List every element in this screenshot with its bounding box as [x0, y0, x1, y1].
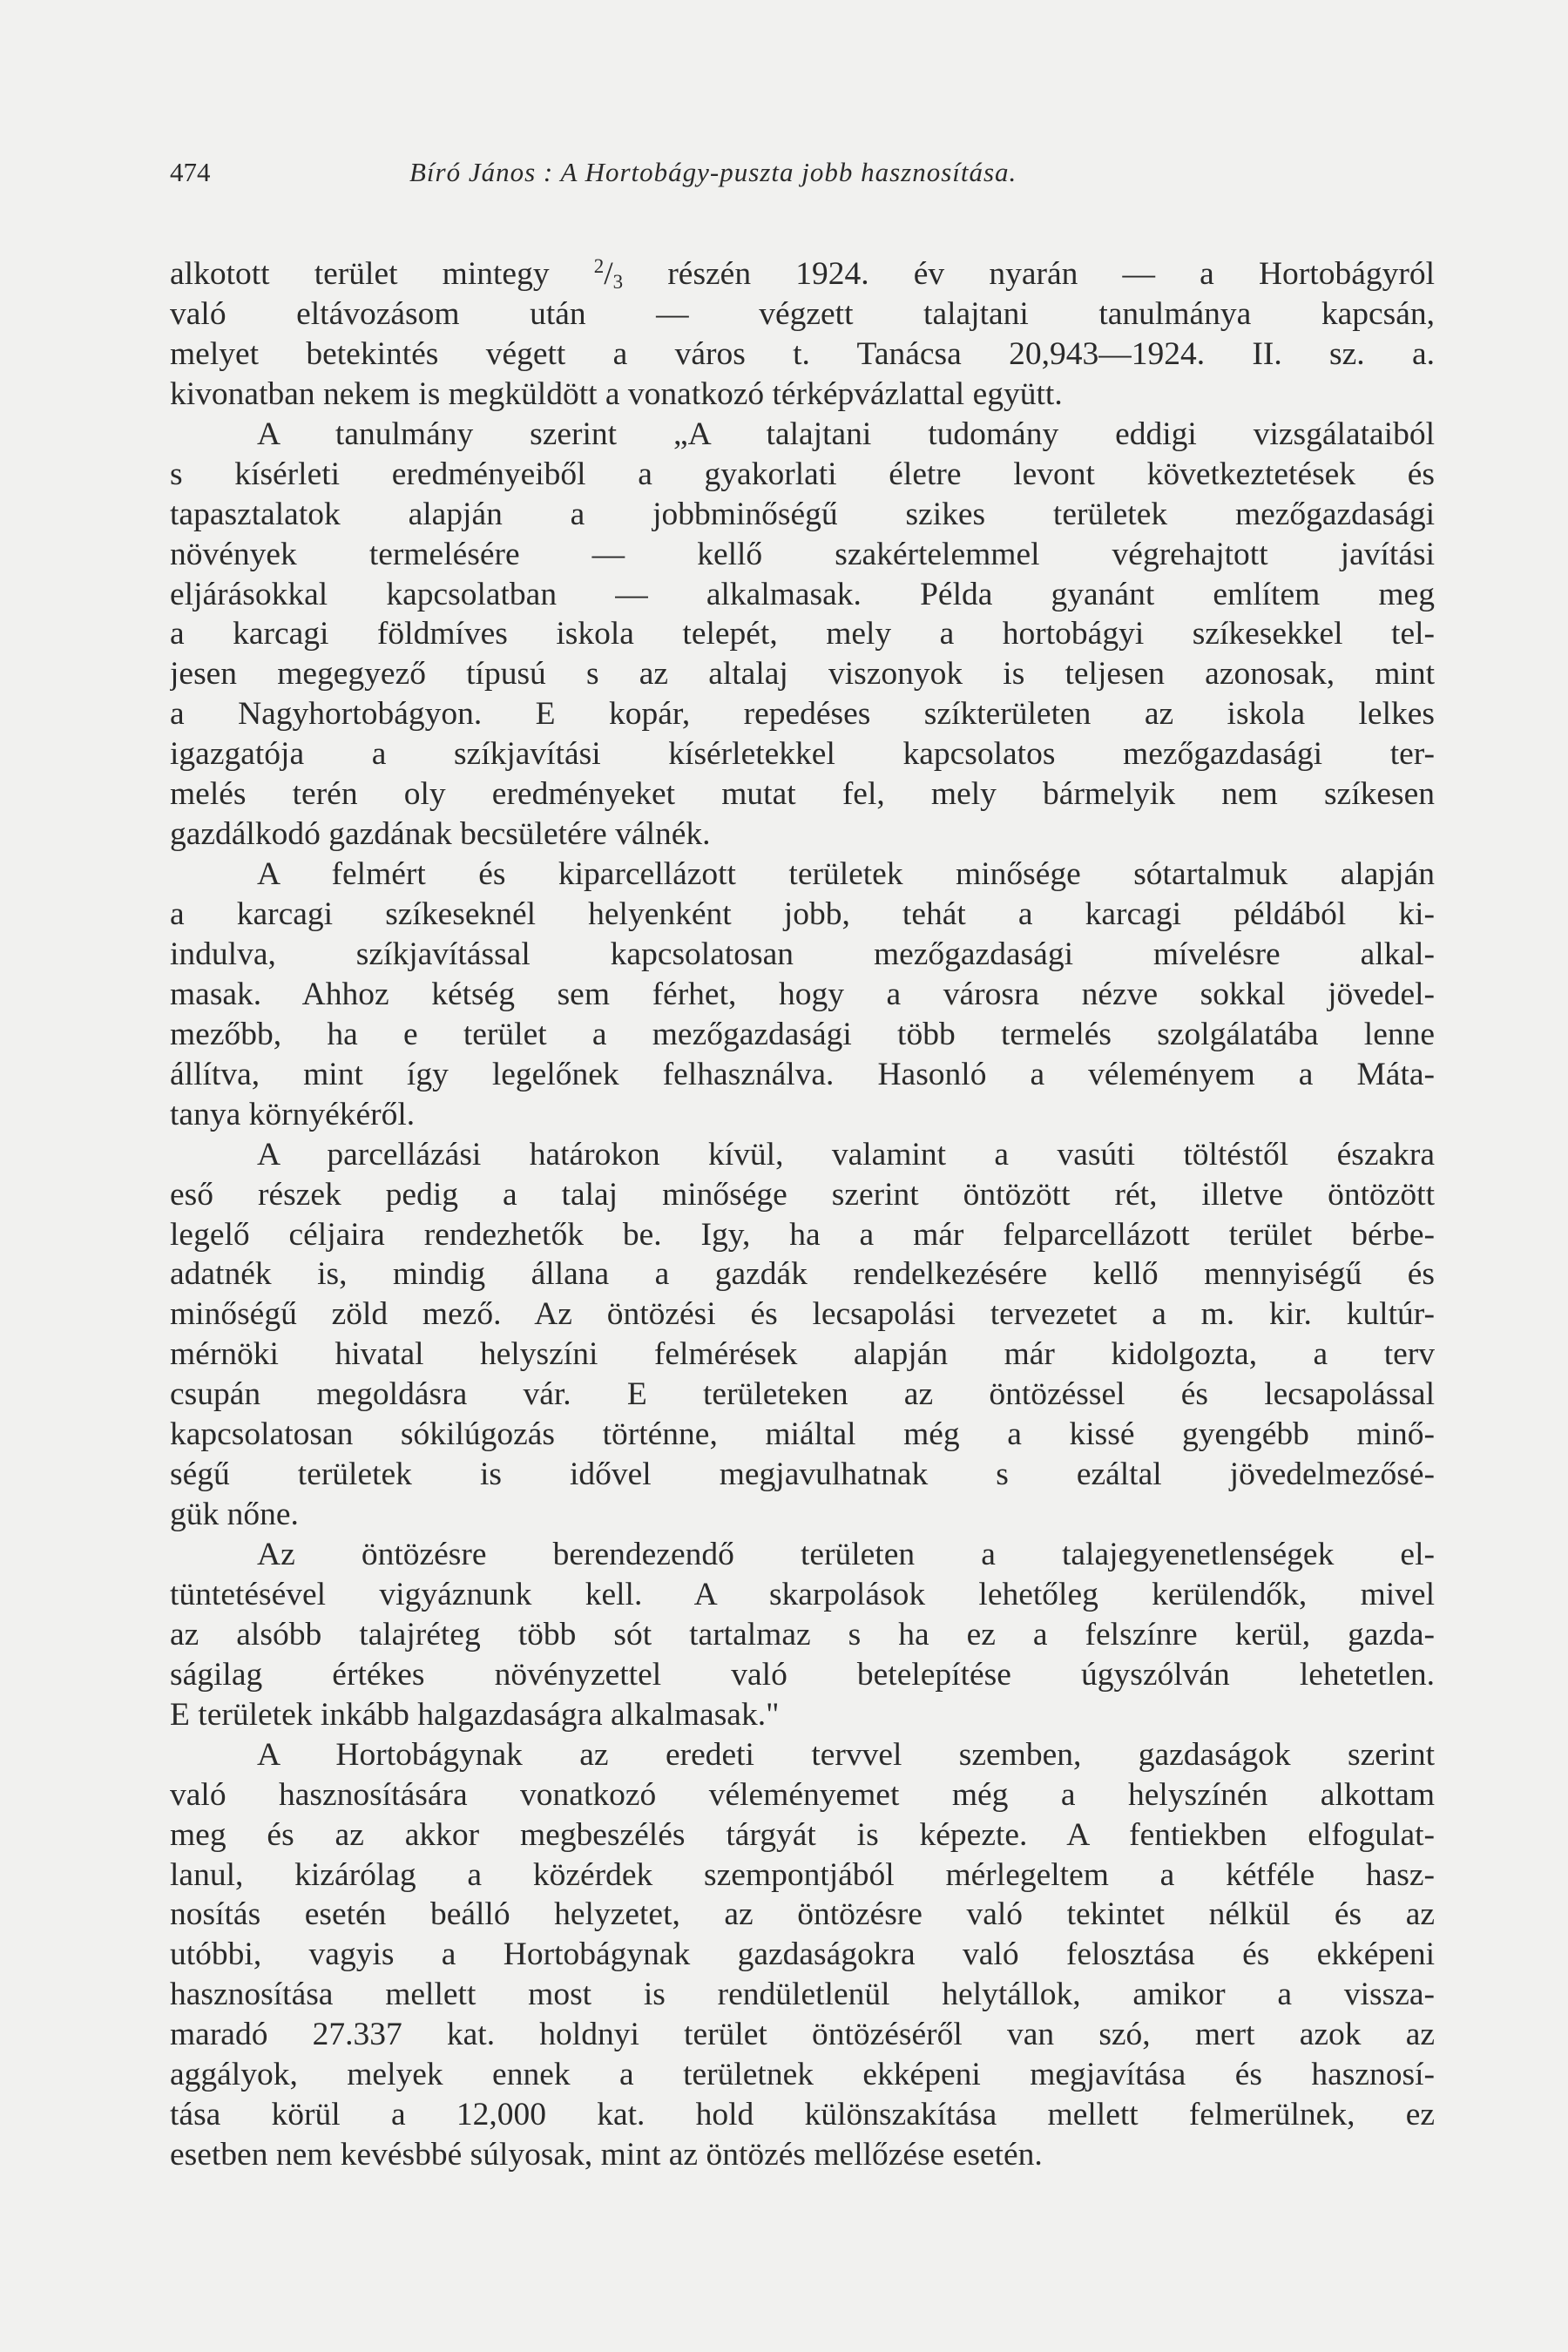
text-line: kivonatban nekem is megküldött a vonatkozó térképvázlattal együtt. — [170, 375, 1063, 412]
text-line: utóbbi, vagyis a Hortobágynak gazdaságokra való felosztása és ekképeni — [170, 1936, 1435, 1973]
text-line: meg és az akkor megbeszélés tárgyát is képezte. A fentiekben elfogulat- — [170, 1816, 1435, 1853]
text-line: mérnöki hivatal helyszíni felmérések alapján már kidolgozta, a terv — [170, 1336, 1435, 1373]
text-line: hasznosítása mellett most is rendületlenül helytállok, amikor a vissza- — [170, 1977, 1435, 2013]
text-line: masak. Ahhoz kétség sem férhet, hogy a városra nézve sokkal jövedel- — [170, 976, 1435, 1012]
text-line: minőségű zöld mező. Az öntözési és lecsapolási tervezetet a m. kir. kultúr- — [170, 1296, 1435, 1333]
paragraph-start: A Hortobágynak az eredeti tervvel szemben, gazdaságok szerint — [257, 1736, 1435, 1773]
text-line: alkotott terület mintegy $^2/_3$ részén 1924. év nyarán — a Hortobágyról — [170, 255, 1435, 293]
text-line: állítva, mint így legelőnek felhasználva. Hasonló a véleményem a Máta- — [170, 1056, 1435, 1092]
text-line: mezőbb, ha e terület a mezőgazdasági több termelés szolgálatába lenne — [170, 1016, 1435, 1052]
text-line: legelő céljaira rendezhetők be. Igy, ha a már felparcellázott terület bérbe- — [170, 1216, 1435, 1253]
text-line: adatnék is, mindig állana a gazdák rendelkezésére kellő mennyiségű és — [170, 1256, 1435, 1293]
text-line: maradó 27.337 kat. holdnyi terület öntözéséről van szó, mert azok az — [170, 2017, 1435, 2053]
page-header — [170, 153, 1233, 192]
text-line: gazdálkodó gazdának becsületére válnék. — [170, 816, 711, 853]
text-line: indulva, szíkjavítással kapcsolatosan mezőgazdasági mívelésre alkal- — [170, 936, 1435, 972]
page-number: 474 — [170, 157, 211, 187]
text-line: melyet betekintés végett a város t. Tanácsa 20,943—1924. II. sz. a. — [170, 335, 1435, 372]
text-line: tása körül a 12,000 kat. hold különszakítása mellett felmerülnek, ez — [170, 2097, 1435, 2133]
text-line: való hasznosítására vonatkozó véleményemet még a helyszínén alkottam — [170, 1776, 1435, 1813]
text-line: s kísérleti eredményeiből a gyakorlati életre levont következtetések és — [170, 456, 1435, 492]
text-line: a karcagi szíkeseknél helyenként jobb, tehát a karcagi példából ki- — [170, 896, 1435, 932]
text-line: az alsóbb talajréteg több sót tartalmaz s ha ez a felszínre kerül, gazda- — [170, 1616, 1435, 1652]
text-line: jesen megegyező típusú s az altalaj viszonyok is teljesen azonosak, mint — [170, 656, 1435, 693]
text-line: a karcagi földmíves iskola telepét, mely a hortobágyi szíkesekkel tel- — [170, 616, 1435, 652]
text-line: a Nagyhortobágyon. E kopár, repedéses szíkterületen az iskola lelkes — [170, 696, 1435, 733]
running-head: Bíró János : A Hortobágy-puszta jobb hasznosítása. — [409, 157, 1017, 187]
text-line: növények termelésére — kellő szakértelemmel végrehajtott javítási — [170, 536, 1435, 572]
text-line: ságilag értékes növényzettel való betelepítése úgyszólván lehetetlen. — [170, 1656, 1435, 1693]
text-line: E területek inkább halgazdaságra alkalmasak." — [170, 1696, 780, 1733]
text-line: nosítás esetén beálló helyzetet, az öntözésre való tekintet nélkül és az — [170, 1896, 1435, 1933]
text-line: tüntetésével vigyáznunk kell. A skarpolások lehetőleg kerülendők, mivel — [170, 1576, 1435, 1612]
text-line: való eltávozásom után — végzett talajtani tanulmánya kapcsán, — [170, 295, 1435, 332]
text-line: aggályok, melyek ennek a területnek ekképeni megjavítása és hasznosí- — [170, 2057, 1435, 2093]
text-line: esetben nem kevésbbé súlyosak, mint az öntözés mellőzése esetén. — [170, 2137, 1043, 2173]
text-line: kapcsolatosan sókilúgozás történne, miáltal még a kissé gyengébb minő- — [170, 1416, 1435, 1453]
text-line: gük nőne. — [170, 1497, 299, 1533]
text-line: tapasztalatok alapján a jobbminőségű szikes területek mezőgazdasági — [170, 496, 1435, 532]
body-text — [170, 254, 1435, 2175]
text-line: eső részek pedig a talaj minősége szerint öntözött rét, illetve öntözött — [170, 1176, 1435, 1213]
paragraph-start: Az öntözésre berendezendő területen a talajegyenetlenségek el- — [257, 1537, 1435, 1572]
text-line: lanul, kizárólag a közérdek szempontjából mérlegeltem a kétféle hasz- — [170, 1856, 1435, 1893]
paragraph-start: A tanulmány szerint „A talajtani tudomány eddigi vizsgálataiból — [257, 416, 1435, 452]
text-line: igazgatója a szíkjavítási kísérletekkel kapcsolatos mezőgazdasági ter- — [170, 736, 1435, 773]
text-line: eljárásokkal kapcsolatban — alkalmasak. Példa gyanánt említem meg — [170, 576, 1435, 612]
text-line: tanya környékéről. — [170, 1096, 416, 1132]
text-line: csupán megoldásra vár. E területeken az öntözéssel és lecsapolással — [170, 1376, 1435, 1413]
fraction: $^2/_3$ — [593, 255, 624, 293]
paragraph-start: A felmért és kiparcellázott területek minősége sótartalmuk alapján — [257, 856, 1435, 893]
paragraph-start: A parcellázási határokon kívül, valamint a vasúti töltéstől északra — [257, 1136, 1435, 1173]
text-line: melés terén oly eredményeket mutat fel, mely bármelyik nem szíkesen — [170, 776, 1435, 813]
text-line: ségű területek is idővel megjavulhatnak s ezáltal jövedelmezősé- — [170, 1456, 1435, 1493]
